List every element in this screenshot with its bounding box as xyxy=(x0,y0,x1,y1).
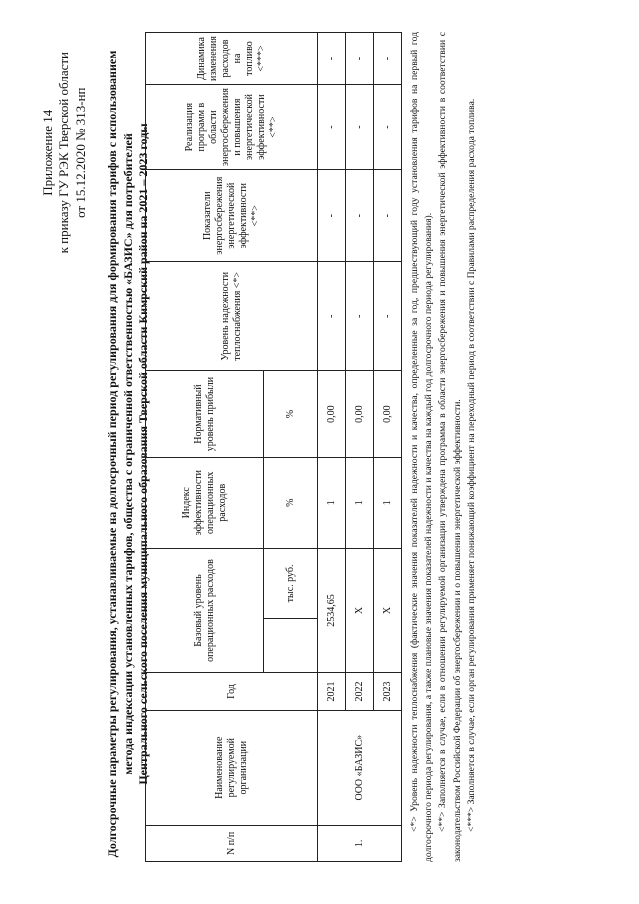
footnote: <***> Заполняется в случае, если орган регулирования применяет понижающий коэффициент на переходный период в соответствии с Правилами распределения расхода топлива. xyxy=(465,98,477,832)
program-cell: - xyxy=(346,85,374,170)
profit-cell: 0,00 xyxy=(374,371,402,457)
fuel-cell: - xyxy=(318,33,346,85)
footnotes xyxy=(408,32,479,862)
index-cell: 1 xyxy=(346,457,374,548)
col-header-program: Реализация программ в области энергосбережения и повышения энергетической эффективности <**> xyxy=(146,85,318,170)
unit-index: % xyxy=(264,457,318,548)
col-header-year: Год xyxy=(146,673,318,710)
col-header-org: Наименование регулируемой организации xyxy=(146,710,318,825)
program-cell: - xyxy=(318,85,346,170)
fuel-cell: - xyxy=(374,33,402,85)
title-line: Долгосрочные параметры регулирования, устанавливаемые на долгосрочный период регулирования для формирования тарифов с использованием xyxy=(105,50,119,858)
title-line: метода индексации установленных тарифов, общества с ограниченной ответственностью «БАЗИС» для потребителей xyxy=(120,133,135,775)
unit-profit: % xyxy=(264,371,318,457)
order-date: от 15.12.2020 № 313-нп xyxy=(72,87,88,218)
energy-cell: - xyxy=(346,170,374,262)
header-row xyxy=(146,33,264,862)
year-cell: 2021 xyxy=(318,673,346,710)
index-cell: 1 xyxy=(374,457,402,548)
col-header-energy: Показатели энергосбережения энергетической эффективности <**> xyxy=(146,170,318,262)
footnote: <*> Уровень надежности теплоснабжения (фактические значения показателей надежности и качества, определенные за год, предшествующий году установления тарифов на первый год долгосрочного периода регулирования, а также плановые значения показателей надежности и качества на каждый год долгосрочного периода регулирования). xyxy=(409,32,435,862)
base-cell: 2534,65 xyxy=(318,548,346,673)
unit-base: тыс. руб. xyxy=(264,548,318,618)
year-cell: 2022 xyxy=(346,673,374,710)
order-reference: к приказу ГУ РЭК Тверской области xyxy=(56,52,72,254)
profit-cell: 0,00 xyxy=(318,371,346,457)
row-number: 1. xyxy=(318,825,402,861)
reliability-cell: - xyxy=(346,262,374,371)
footnote: <**> Заполняется в случае, если в отношении регулируемой организации утверждена программа в области энергосбережения и повышения энергетической эффективности в соответствии с законодательством Российской Федерации об энергосбережении и о повышении энергетической эффективности. xyxy=(437,32,463,862)
base-cell: Х xyxy=(346,548,374,673)
col-header-index: Индекс эффективности операционных расходов xyxy=(146,457,264,548)
base-cell: Х xyxy=(374,548,402,673)
col-header-reliability: Уровень надежности теплоснабжения <*> xyxy=(146,262,318,371)
col-header-base: Базовый уровень операционных расходов xyxy=(146,548,264,673)
program-cell: - xyxy=(374,85,402,170)
year-cell: 2023 xyxy=(374,673,402,710)
col-header-num: N п/п xyxy=(146,825,318,861)
energy-cell: - xyxy=(318,170,346,262)
document-header xyxy=(40,52,89,253)
col-header-fuel: Динамика изменения расходов на топливо <***> xyxy=(146,33,318,85)
spacer-cell xyxy=(264,619,318,673)
appendix-label: Приложение 14 xyxy=(40,109,55,196)
fuel-cell: - xyxy=(346,33,374,85)
organization-name: ООО «БАЗИС» xyxy=(318,710,402,825)
reliability-cell: - xyxy=(318,262,346,371)
reliability-cell: - xyxy=(374,262,402,371)
energy-cell: - xyxy=(374,170,402,262)
profit-cell: 0,00 xyxy=(346,371,374,457)
parameters-table xyxy=(145,32,402,862)
title-line: Центрального сельского поселения муниципального образования Тверской области Кимрский район на 2021 – 2023 годы xyxy=(136,123,151,785)
col-header-profit: Нормативный уровень прибыли xyxy=(146,371,264,457)
table-row xyxy=(318,33,346,862)
index-cell: 1 xyxy=(318,457,346,548)
